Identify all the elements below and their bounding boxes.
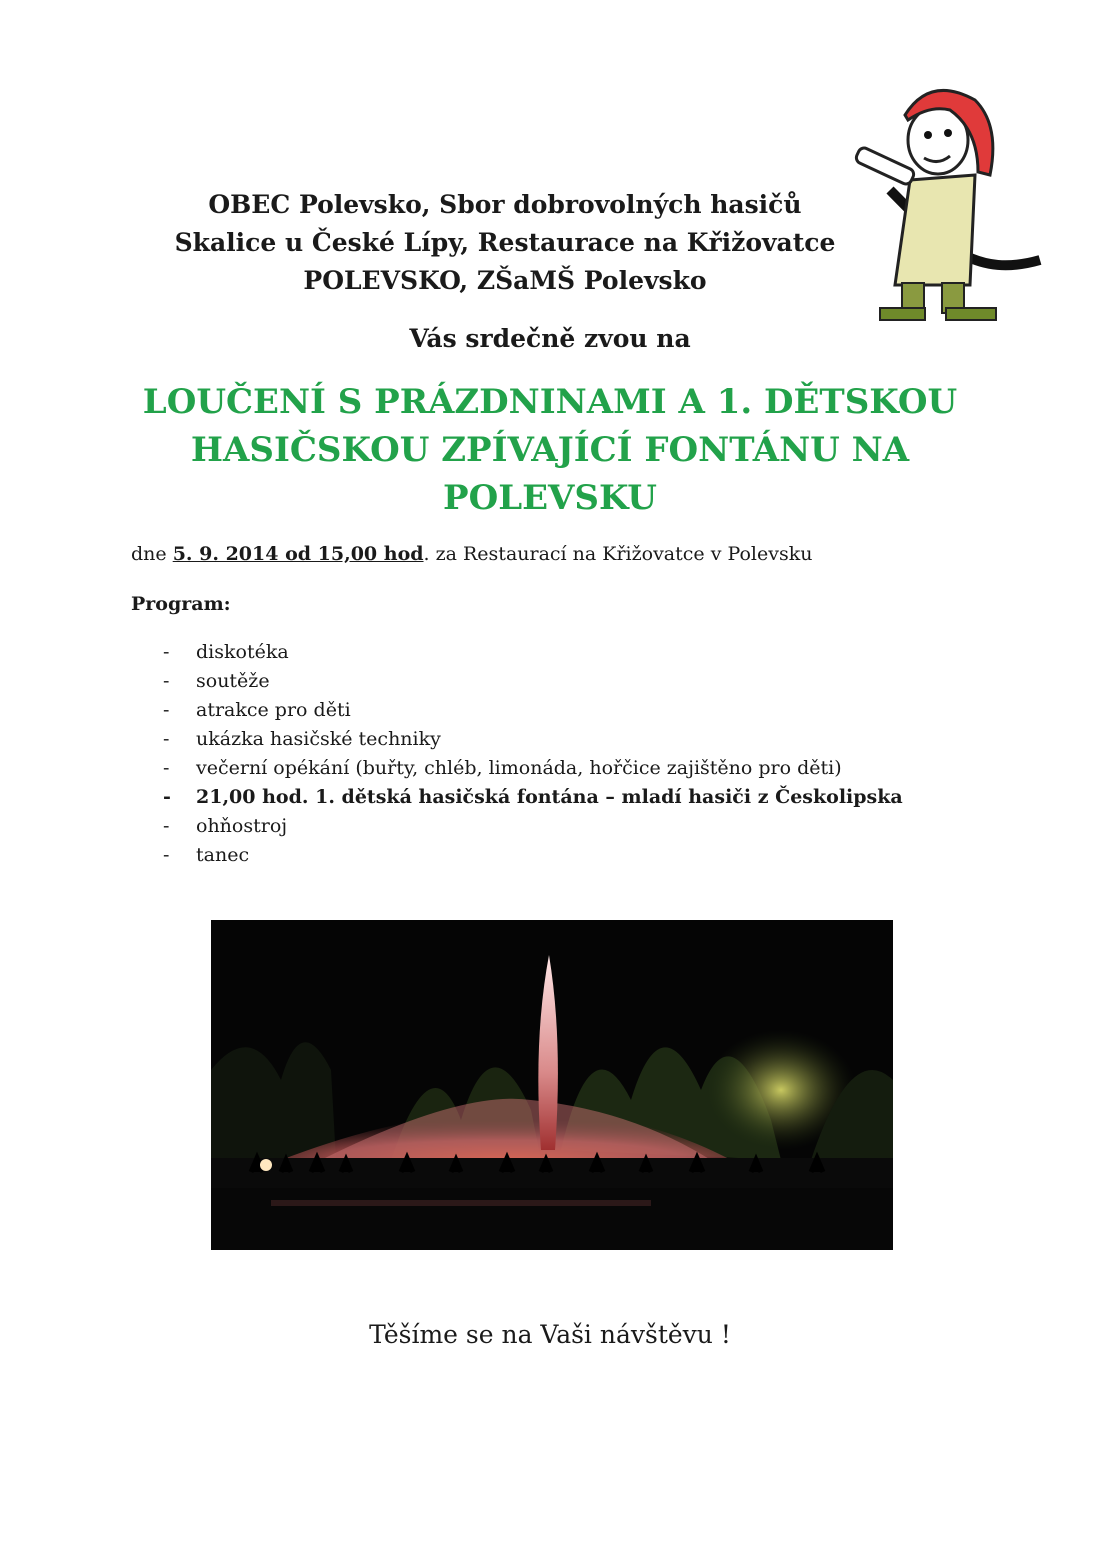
list-item [163, 812, 903, 841]
list-item-text: ukázka hasičské techniky [196, 728, 441, 750]
list-item [163, 638, 903, 667]
dateline-prefix: dne [131, 543, 173, 565]
list-item-text: atrakce pro děti [196, 699, 351, 721]
list-dash: - [163, 670, 170, 692]
list-dash: - [163, 844, 170, 866]
list-item-text: 21,00 hod. 1. dětská hasičská fontána – mladí hasiči z Českolipska [196, 786, 903, 808]
list-item-text: diskotéka [196, 641, 289, 663]
invite-text: Vás srdečně zvou na [409, 324, 691, 353]
dateline-suffix: . za Restaurací na Křižovatce v Polevsku [423, 543, 813, 565]
list-item [163, 667, 903, 696]
event-title [100, 378, 1000, 522]
event-title-line-2: HASIČSKOU ZPÍVAJÍCÍ FONTÁNU NA [190, 430, 910, 470]
list-item-text: ohňostroj [196, 815, 288, 837]
organizers-heading [120, 186, 890, 300]
list-item [163, 696, 903, 725]
closing-text: Těšíme se na Vaši návštěvu ! [369, 1320, 731, 1349]
list-item-text: tanec [196, 844, 250, 866]
list-item-highlight [163, 783, 903, 812]
list-item [163, 725, 903, 754]
event-title-line-1: LOUČENÍ S PRÁZDNINAMI A 1. DĚTSKOU [142, 382, 958, 422]
organizers-line-1: OBEC Polevsko, Sbor dobrovolných hasičů [208, 190, 802, 219]
program-label: Program: [131, 593, 231, 615]
event-title-line-3: POLEVSKU [443, 478, 657, 518]
list-item [163, 754, 903, 783]
list-dash: - [163, 728, 170, 750]
list-item-text: večerní opékání (buřty, chléb, limonáda, hořčice zajištěno pro děti) [196, 757, 842, 779]
program-list [163, 638, 903, 870]
list-dash: - [163, 786, 171, 808]
night-fountain-photo [211, 920, 893, 1250]
event-date-time: 5. 9. 2014 od 15,00 hod [172, 543, 424, 565]
list-dash: - [163, 757, 170, 779]
list-dash: - [163, 815, 170, 837]
list-item-text: soutěže [196, 670, 270, 692]
list-dash: - [163, 641, 170, 663]
list-item [163, 841, 903, 870]
organizers-line-3: POLEVSKO, ZŠaMŠ Polevsko [303, 266, 707, 295]
event-dateline [131, 543, 812, 565]
list-dash: - [163, 699, 170, 721]
organizers-line-2: Skalice u České Lípy, Restaurace na Křižovatce [174, 228, 836, 257]
